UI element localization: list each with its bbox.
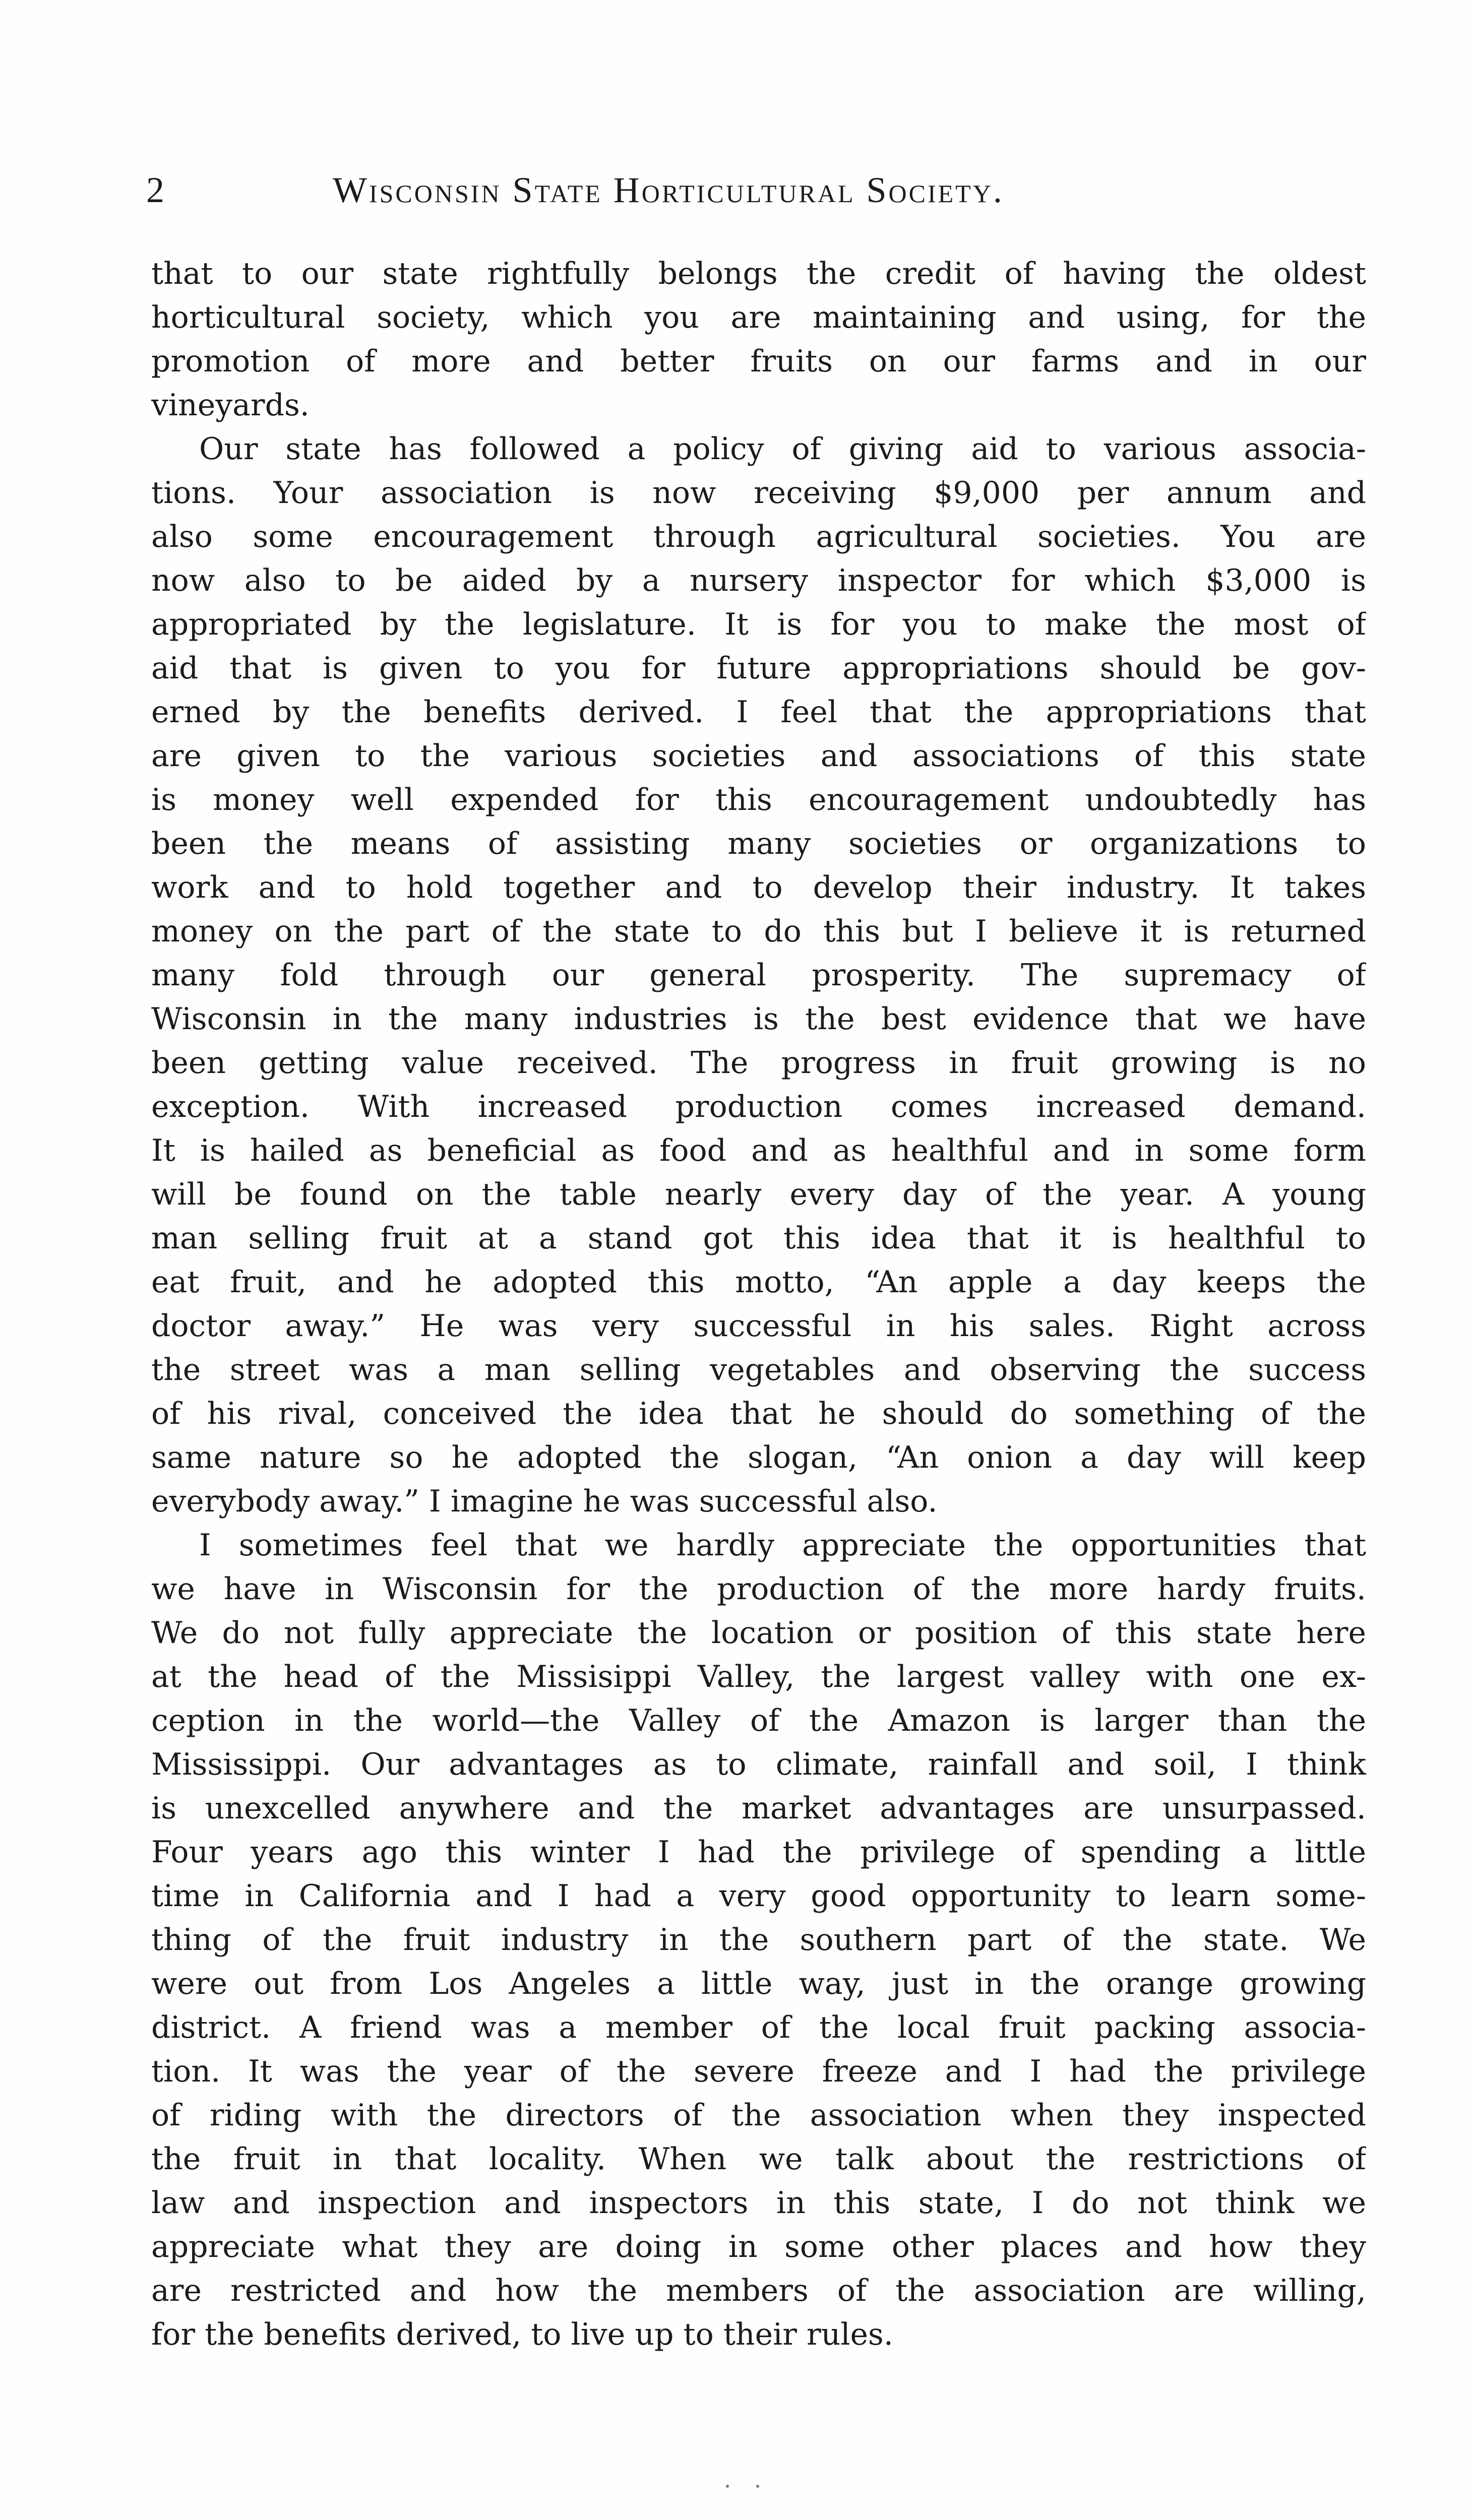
text-line: district. A friend was a member of the local fruit packing associa- (151, 2010, 1366, 2045)
text-line: promotion of more and better fruits on our farms and in our (151, 344, 1366, 379)
body-text (151, 252, 1366, 2357)
text-line: of his rival, conceived the idea that he should do something of the (151, 1396, 1366, 1431)
text-line: Mississippi. Our advantages as to climate, rainfall and soil, I think (151, 1747, 1366, 1782)
text-line: is unexcelled anywhere and the market advantages are unsurpassed. (151, 1791, 1366, 1826)
text-line: been getting value received. The progress in fruit growing is no (151, 1045, 1366, 1081)
text-line: of riding with the directors of the association when they inspected (151, 2098, 1366, 2133)
text-line: exception. With increased production comes increased demand. (151, 1089, 1366, 1124)
text-line: Our state has followed a policy of giving aid to various associa- (199, 431, 1366, 467)
text-line: tion. It was the year of the severe freeze and I had the privilege (151, 2054, 1366, 2089)
running-title: Wisconsin State Horticultural Society. (333, 170, 1004, 210)
text-line: tions. Your association is now receiving $9,000 per annum and (151, 475, 1366, 511)
text-line: now also to be aided by a nursery inspector for which $3,000 is (151, 563, 1366, 598)
text-line: work and to hold together and to develop their industry. It takes (151, 870, 1366, 905)
text-line: erned by the benefits derived. I feel that the appropriations that (151, 695, 1366, 730)
text-line: man selling fruit at a stand got this idea that it is healthful to (151, 1221, 1366, 1256)
text-line: It is hailed as beneficial as food and as healthful and in some form (151, 1133, 1366, 1168)
text-line: is money well expended for this encouragement undoubtedly has (151, 782, 1366, 817)
page-number: 2 (146, 170, 164, 210)
text-line: I sometimes feel that we hardly appreciate the opportunities that (199, 1528, 1366, 1563)
text-line: everybody away.” I imagine he was successful also. (151, 1484, 938, 1519)
text-line: appropriated by the legislature. It is for you to make the most of (151, 607, 1366, 642)
text-line: will be found on the table nearly every day of the year. A young (151, 1177, 1366, 1212)
text-line: horticultural society, which you are maintaining and using, for the (151, 300, 1366, 335)
print-specks (726, 2480, 781, 2495)
text-line: many fold through our general prosperity. The supremacy of (151, 958, 1366, 993)
text-line: are given to the various societies and associations of this state (151, 738, 1366, 774)
text-line: are restricted and how the members of the association are willing, (151, 2273, 1366, 2308)
text-line: We do not fully appreciate the location or position of this state here (151, 1615, 1366, 1651)
text-line: thing of the fruit industry in the southern part of the state. We (151, 1922, 1366, 1958)
text-line: money on the part of the state to do this but I believe it is returned (151, 914, 1366, 949)
text-line: at the head of the Missisippi Valley, the largest valley with one ex- (151, 1659, 1366, 1694)
text-line: were out from Los Angeles a little way, just in the orange growing (151, 1966, 1366, 2001)
text-line: been the means of assisting many societies or organizations to (151, 826, 1366, 861)
text-line: time in California and I had a very good opportunity to learn some- (151, 1878, 1366, 1914)
text-line: doctor away.” He was very successful in his sales. Right across (151, 1308, 1366, 1344)
text-line: also some encouragement through agricultural societies. You are (151, 519, 1366, 554)
text-line: ception in the world—the Valley of the Amazon is larger than the (151, 1703, 1366, 1738)
text-line: the fruit in that locality. When we talk about the restrictions of (151, 2141, 1366, 2177)
text-line: appreciate what they are doing in some other places and how they (151, 2229, 1366, 2264)
text-line: aid that is given to you for future appropriations should be gov- (151, 651, 1366, 686)
text-line: same nature so he adopted the slogan, “An onion a day will keep (151, 1440, 1366, 1475)
text-line: for the benefits derived, to live up to their rules. (151, 2317, 893, 2352)
text-line: that to our state rightfully belongs the credit of having the oldest (151, 256, 1366, 291)
text-line: law and inspection and inspectors in this state, I do not think we (151, 2185, 1366, 2221)
text-line: vineyards. (151, 388, 310, 423)
text-line: Four years ago this winter I had the privilege of spending a little (151, 1835, 1366, 1870)
text-line: we have in Wisconsin for the production of the more hardy fruits. (151, 1571, 1366, 1607)
text-line: Wisconsin in the many industries is the best evidence that we have (151, 1001, 1366, 1037)
running-head (146, 162, 1366, 218)
text-line: the street was a man selling vegetables and observing the success (151, 1352, 1366, 1388)
text-line: eat fruit, and he adopted this motto, “An apple a day keeps the (151, 1265, 1366, 1300)
